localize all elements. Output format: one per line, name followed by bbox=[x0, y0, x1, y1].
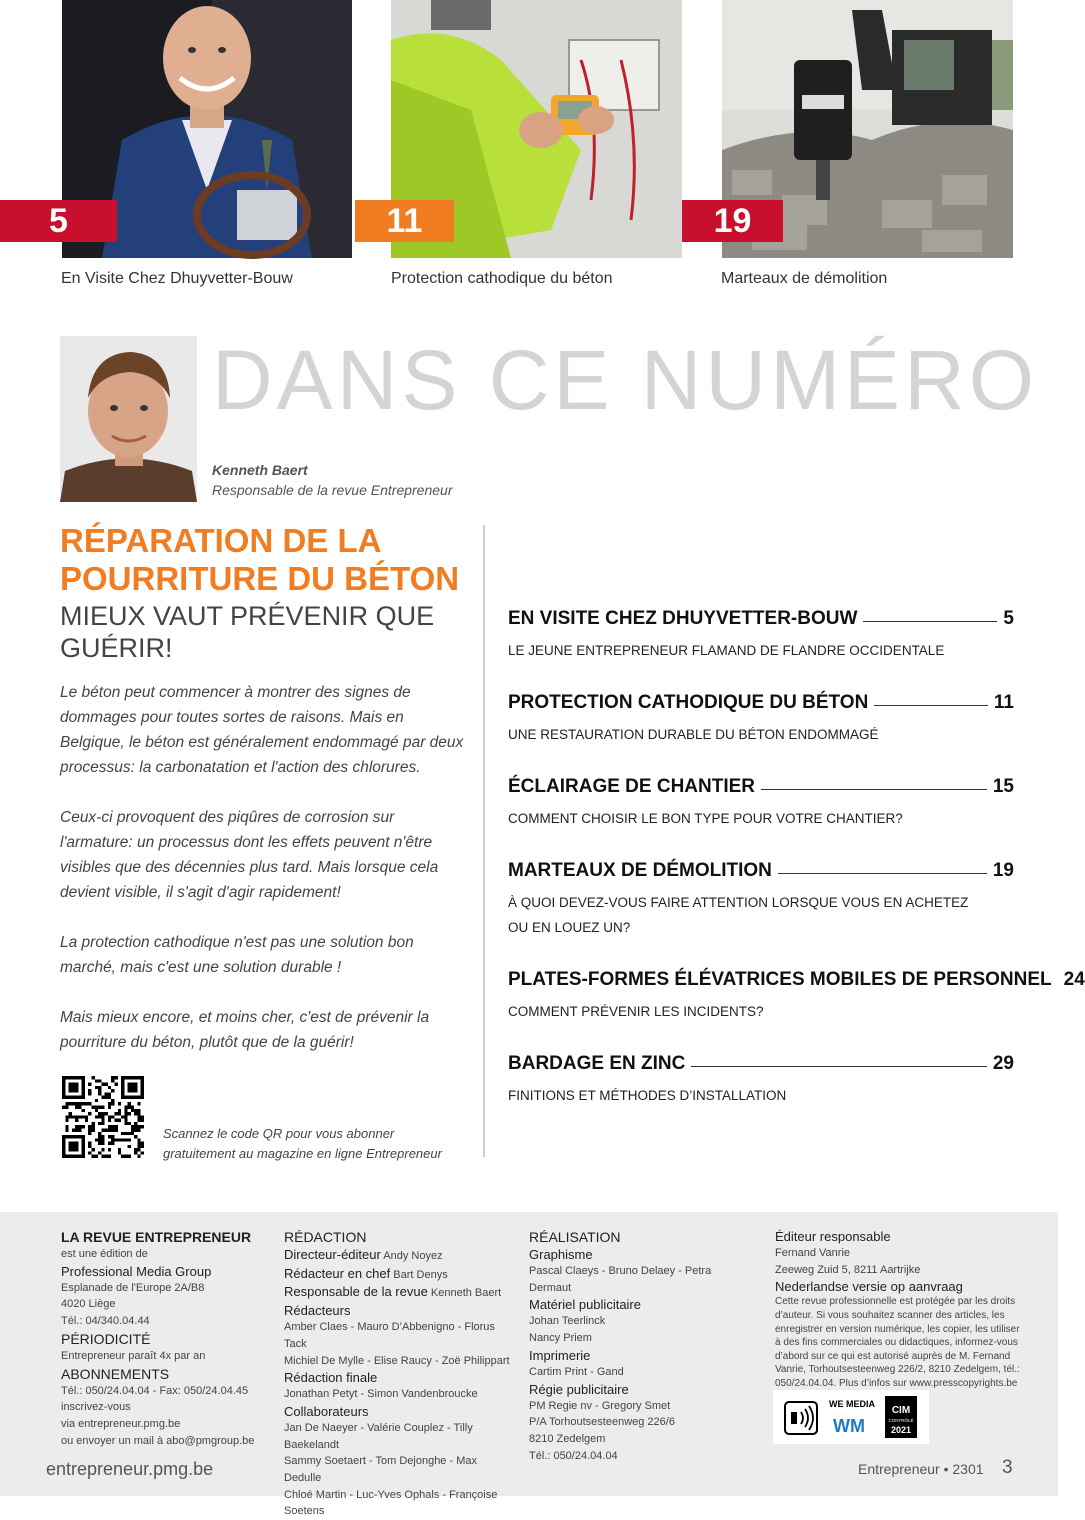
toc-entry-page: 29 bbox=[992, 1053, 1014, 1074]
toc-entry-title: ÉCLAIRAGE DE CHANTIER bbox=[508, 776, 756, 797]
colophon-text: Pascal Claeys - Bruno Delaey - Petra Dermaut bbox=[529, 1265, 712, 1294]
editorial-paragraph: Mais mieux encore, et moins cher, c'est de prévenir la pourriture du béton, plutôt que de la guérir! bbox=[60, 1009, 430, 1051]
colophon-text: est une édition de bbox=[61, 1248, 148, 1260]
colophon-publisher bbox=[61, 1228, 271, 1449]
toc-leader bbox=[863, 621, 997, 622]
toc-entry-subtitle: UNE RESTAURATION DURABLE DU BÉTON ENDOMMAGÉ bbox=[508, 727, 879, 742]
colophon-text: Sammy Soetaert - Tom Dejonghe - Max Dedulle bbox=[284, 1455, 477, 1485]
certification-logos bbox=[773, 1390, 929, 1444]
qr-code[interactable] bbox=[62, 1076, 144, 1158]
feature-caption: En Visite Chez Dhuyvetter-Bouw bbox=[61, 270, 293, 287]
colophon-text: Kenneth Baert bbox=[430, 1287, 502, 1300]
editorial-paragraph: Le béton peut commencer à montrer des signes de dommages pour toutes sortes de raisons. Mais en Belgique, le béton est généralement endommagé par deux processus: la carbonatation et l'action des chlorures. bbox=[60, 684, 464, 776]
colophon-text: inscrivez-vous bbox=[61, 1401, 131, 1414]
author-role: Responsable de la revue Entrepreneur bbox=[212, 482, 453, 498]
author-name: Kenneth Baert bbox=[212, 462, 308, 478]
audio-logo-icon bbox=[785, 1402, 817, 1434]
colophon-text: Entrepreneur paraît 4x par an bbox=[61, 1349, 206, 1362]
toc-entry[interactable] bbox=[508, 860, 1014, 940]
toc-entry-title: BARDAGE EN ZINC bbox=[508, 1053, 686, 1074]
colophon-label: Imprimerie bbox=[529, 1347, 591, 1363]
colophon-label: Nederlandse versie op aanvraag bbox=[775, 1279, 963, 1295]
colophon-heading: RÉALISATION bbox=[529, 1229, 621, 1245]
cim-logo-subtext: CONTRÔLÉ bbox=[888, 1418, 914, 1423]
toc-leader bbox=[874, 705, 988, 706]
toc-entry-page: 11 bbox=[993, 692, 1014, 713]
editorial-paragraph: La protection cathodique n'est pas une solution bon marché, mais c'est une solution durable ! bbox=[60, 934, 414, 976]
copyright-notice: Cette revue professionnelle est protégée par les droits d’auteur. Si vous souhaitez scanner des articles, les enregistrer en version numérique, les copier, les utiliser à des fins commerciales ou didactiques, informez-vous d’abord sur ce qui est autorisé auprès de M. Fernand Vanrie, Torhoutsesteenweg 226/2, 8210 Zedelgem, tél.: 050/24.04.04. Plus d’infos sur www.presscopyrights.be bbox=[775, 1296, 1020, 1389]
colophon-label: Rédacteur en chef bbox=[284, 1265, 391, 1281]
colophon-label: Graphisme bbox=[529, 1247, 593, 1262]
colophon-text: Esplanade de l'Europe 2A/B8 bbox=[61, 1281, 205, 1294]
cim-logo-icon bbox=[885, 1396, 917, 1438]
cim-logo-text: CIM bbox=[891, 1405, 911, 1416]
toc-entry[interactable] bbox=[508, 1053, 1014, 1108]
colophon-label: Collaborateurs bbox=[284, 1403, 369, 1419]
colophon-link[interactable]: ou envoyer un mail à abo@pmgroup.be bbox=[61, 1434, 255, 1447]
colophon-responsible-publisher bbox=[775, 1228, 1020, 1391]
page-number: 3 bbox=[1002, 1457, 1013, 1478]
feature-page-number-tag: 11 bbox=[355, 200, 454, 242]
colophon-text: Tél.: 050/24.04.04 bbox=[529, 1449, 618, 1462]
page-title: DANS CE NUMÉRO bbox=[212, 333, 1039, 427]
toc-leader bbox=[691, 1066, 987, 1067]
colophon-editorial bbox=[284, 1228, 514, 1520]
issue-label: Entrepreneur • 2301 bbox=[858, 1461, 984, 1477]
colophon-text: 8210 Zedelgem bbox=[529, 1432, 606, 1445]
toc-leader bbox=[761, 789, 987, 790]
colophon-text: P/A Torhoutsesteenweg 226/6 bbox=[529, 1416, 675, 1429]
feature-page-number-tag: 5 bbox=[0, 200, 117, 242]
colophon-text: PM Regie nv - Gregory Smet bbox=[529, 1399, 671, 1412]
colophon-link[interactable]: via entrepreneur.pmg.be bbox=[61, 1417, 181, 1430]
toc-entry-title: MARTEAUX DE DÉMOLITION bbox=[508, 860, 772, 881]
editorial-paragraph: Ceux-ci provoquent des piqûres de corrosion sur l'armature: un processus dont les effets peuvent n'être visibles que des décennies plus tard. Mais lorsque cela devient visible, il s'agit d'agir rapidement! bbox=[60, 809, 439, 901]
wm-logo-text: WM bbox=[833, 1416, 865, 1436]
colophon-text: Bart Denys bbox=[393, 1268, 448, 1281]
feature-caption: Marteaux de démolition bbox=[721, 270, 888, 287]
toc-entry-subtitle: À QUOI DEVEZ-VOUS FAIRE ATTENTION LORSQUE VOUS EN ACHETEZ OU EN LOUEZ UN? bbox=[508, 895, 969, 935]
we-media-logo-icon bbox=[829, 1399, 875, 1436]
editorial-body bbox=[60, 680, 470, 1080]
qr-caption: Scannez le code QR pour vous abonner gratuitement au magazine en ligne Entrepreneur bbox=[163, 1126, 442, 1161]
toc-entry-title: PROTECTION CATHODIQUE DU BÉTON bbox=[508, 692, 869, 713]
toc-entry-page: 5 bbox=[1003, 608, 1014, 629]
colophon-label: Régie publicitaire bbox=[529, 1381, 629, 1397]
toc-entry-subtitle: COMMENT PRÉVENIR LES INCIDENTS? bbox=[508, 1004, 764, 1019]
colophon-label: Responsable de la revue bbox=[284, 1284, 428, 1300]
toc-entry[interactable] bbox=[508, 969, 1085, 1024]
column-divider bbox=[483, 525, 485, 1157]
colophon-text: Nancy Priem bbox=[529, 1332, 592, 1345]
website-link[interactable]: entrepreneur.pmg.be bbox=[46, 1459, 214, 1479]
toc-entry[interactable] bbox=[508, 608, 1014, 663]
colophon-text: Tél.: 050/24.04.04 - Fax: 050/24.04.45 bbox=[61, 1384, 249, 1397]
feature-page-number-tag: 19 bbox=[682, 200, 783, 242]
colophon-heading: RÉDACTION bbox=[284, 1229, 367, 1245]
toc-entry-subtitle: COMMENT CHOISIR LE BON TYPE POUR VOTRE CHANTIER? bbox=[508, 811, 903, 826]
toc-entry-title: EN VISITE CHEZ DHUYVETTER-BOUW bbox=[508, 608, 858, 629]
colophon-text: Jonathan Petyt - Simon Vandenbroucke bbox=[284, 1388, 478, 1401]
author-portrait bbox=[60, 336, 197, 502]
colophon-text: Andy Noyez bbox=[383, 1250, 443, 1262]
colophon-heading: Éditeur responsable bbox=[775, 1229, 891, 1244]
colophon-text: Johan Teerlinck bbox=[529, 1315, 606, 1328]
colophon-text: Zeeweg Zuid 5, 8211 Aartrijke bbox=[775, 1263, 921, 1276]
colophon-text: Amber Claes - Mauro D’Abbenigno - Florus Tack bbox=[284, 1321, 495, 1350]
toc-leader bbox=[778, 873, 987, 874]
colophon-text: Michiel De Mylle - Elise Raucy - Zoë Philippart bbox=[284, 1354, 510, 1367]
colophon-text: Cartim Print - Gand bbox=[529, 1365, 624, 1378]
colophon-heading: PÉRIODICITÉ bbox=[61, 1330, 151, 1347]
editorial-title: RÉPARATION DE LA POURRITURE DU BÉTON bbox=[60, 522, 460, 597]
cim-logo-year: 2021 bbox=[890, 1425, 912, 1435]
colophon-text: Jan De Naeyer - Valérie Couplez - Tilly Baekelandt bbox=[284, 1421, 473, 1451]
colophon-heading: ABONNEMENTS bbox=[61, 1365, 170, 1382]
toc-entry-page: 19 bbox=[992, 860, 1014, 881]
toc-entry-page: 24 bbox=[1063, 969, 1085, 990]
colophon-label: Rédacteurs bbox=[284, 1303, 351, 1319]
toc-entry-title: PLATES-FORMES ÉLÉVATRICES MOBILES DE PERSONNEL bbox=[508, 969, 1052, 990]
editorial-subtitle: MIEUX VAUT PRÉVENIR QUE GUÉRIR! bbox=[60, 601, 435, 663]
colophon-text: 4020 Liège bbox=[61, 1298, 116, 1311]
colophon-text: Chloé Martin - Luc-Yves Ophals - Françoise Soetens bbox=[284, 1488, 498, 1518]
toc-entry-subtitle: FINITIONS ET MÉTHODES D’INSTALLATION bbox=[508, 1088, 787, 1103]
toc-entry-page: 15 bbox=[992, 776, 1014, 797]
colophon-label: Directeur-éditeur bbox=[284, 1247, 381, 1262]
colophon-label: Rédaction finale bbox=[284, 1370, 378, 1386]
toc-entry[interactable] bbox=[508, 692, 1014, 747]
feature-caption: Protection cathodique du béton bbox=[391, 270, 613, 287]
colophon-production bbox=[529, 1228, 749, 1464]
we-media-logo-text: WE MEDIA bbox=[829, 1399, 875, 1409]
toc-entry[interactable] bbox=[508, 776, 1014, 831]
colophon-text: Fernand Vanrie bbox=[775, 1247, 851, 1259]
colophon-text: Professional Media Group bbox=[61, 1263, 212, 1279]
toc-entry-subtitle: LE JEUNE ENTREPRENEUR FLAMAND DE FLANDRE OCCIDENTALE bbox=[508, 643, 945, 658]
colophon-label: Matériel publicitaire bbox=[529, 1297, 641, 1313]
colophon-text: Tél.: 04/340.04.44 bbox=[61, 1315, 150, 1328]
colophon-heading: LA REVUE ENTREPRENEUR bbox=[61, 1229, 252, 1245]
